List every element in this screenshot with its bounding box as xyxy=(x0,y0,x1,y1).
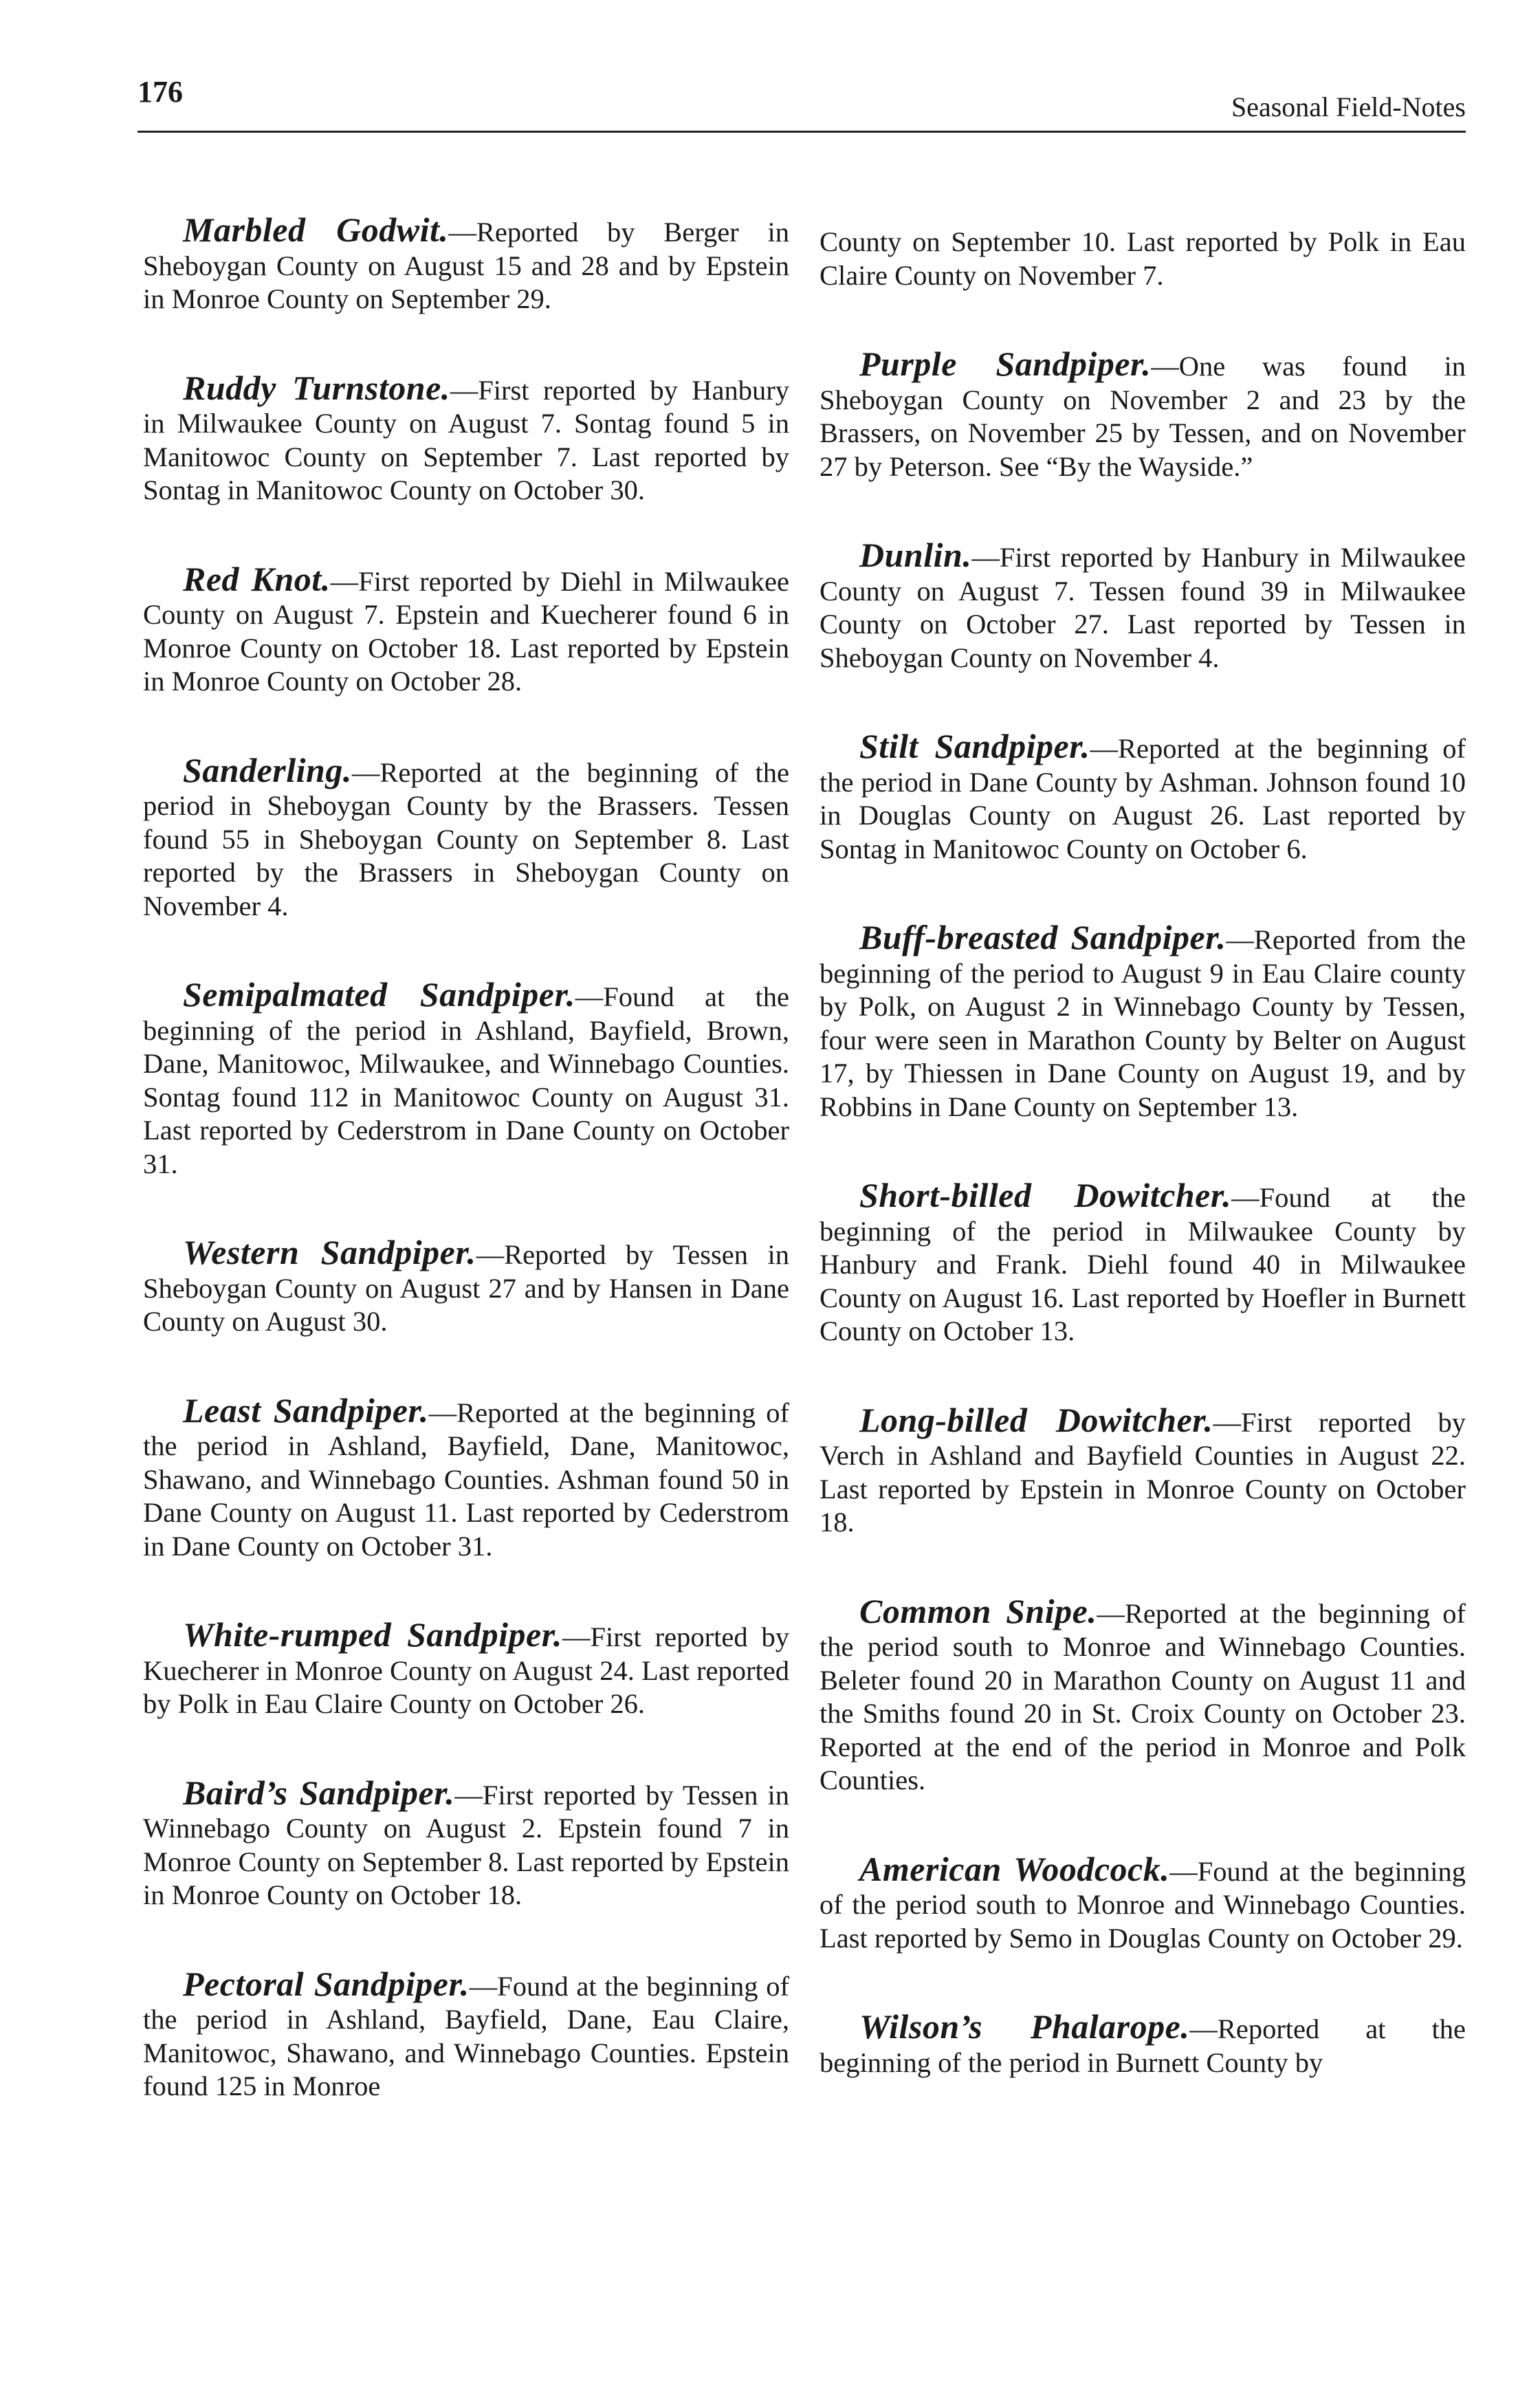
entry-purple-sandpiper xyxy=(820,347,1466,483)
species-name: Common Snipe. xyxy=(859,1591,1097,1630)
entry-text: —First reported by Hanbury in Milwaukee County on August 7. Tessen found 39 in Milwaukee County on October 27. Last reported by Tessen in Sheboygan County on November 4. xyxy=(820,542,1466,673)
entry-text: —Reported at the beginning of the period south to Monroe and Winnebago Counties. Beleter found 20 in Marathon County on August 11 and the Smiths found 20 in St. Croix County on October 23. Reported at the end of the period in Monroe and Polk Counties. xyxy=(820,1597,1466,1795)
entry-stilt-sandpiper xyxy=(820,727,1466,866)
species-name: Purple Sandpiper. xyxy=(859,345,1152,383)
entry-text: —First reported by Diehl in Milwaukee County on August 7. Epstein and Kuecherer found 6 in Monroe County on October 18. Last reported by Epstein in Monroe County on October 28. xyxy=(143,565,790,697)
entry-text: —Reported by Tessen in Sheboygan County on August 27 and by Hansen in Dane County on August 30. xyxy=(143,1239,790,1337)
entry-text: —Reported by Berger in Sheboygan County on August 15 and 28 and by Epstein in Monroe County on September 29. xyxy=(143,217,789,314)
entry-least-sandpiper xyxy=(143,1390,789,1564)
entry-sanderling xyxy=(143,750,789,924)
entry-text: —Reported at the beginning of the period in Ashland, Bayfield, Dane, Manitowoc, Shawano, and Winnebago Counties. Ashman found 50 in Dane County on August 11. Last reported by Cederstrom in Dane County on October 31. xyxy=(143,1397,789,1562)
entry-text: —Found at the beginning of the period in Milwaukee County by Hanbury and Frank. Diehl found 40 in Milwaukee County on August 16. Last reported by Hoefler in Burnett County on October 13. xyxy=(820,1182,1466,1346)
entry-short-billed-dowitcher xyxy=(820,1176,1466,1348)
left-column xyxy=(143,210,790,2104)
entry-pectoral-sandpiper-continued xyxy=(820,223,1466,292)
entry-semipalmated-sandpiper xyxy=(143,975,789,1181)
entry-western-sandpiper xyxy=(143,1233,790,1339)
entry-text: County on September 10. Last reported by Polk in Eau Claire County on November 7. xyxy=(820,226,1466,291)
species-name: White-rumped Sandpiper. xyxy=(183,1615,562,1654)
species-name: Long-billed Dowitcher. xyxy=(859,1400,1213,1439)
species-name: Western Sandpiper. xyxy=(183,1233,476,1271)
entry-text: —First reported by Hanbury in Milwaukee County on August 7. Sontag found 5 in Manitowoc County on September 7. Last reported by Sontag in Manitowoc County on October 30. xyxy=(143,374,789,505)
species-name: American Woodcock. xyxy=(859,1849,1170,1888)
entry-text: —First reported by Kuecherer in Monroe County on August 24. Last reported by Polk in Eau Claire County on October 26. xyxy=(143,1621,789,1719)
entry-text: —Reported at the beginning of the period in Dane County by Ashman. Johnson found 10 in Douglas County on August 26. Last reported by Sontag in Manitowoc County on October 6. xyxy=(820,733,1466,864)
entry-pectoral-sandpiper xyxy=(143,1964,789,2104)
entry-marbled-godwit xyxy=(143,210,789,316)
entry-wilsons-phalarope xyxy=(820,2007,1466,2079)
species-name: Semipalmated Sandpiper. xyxy=(183,975,575,1014)
species-name: Wilson’s Phalarope. xyxy=(859,2007,1190,2046)
species-name: Pectoral Sandpiper. xyxy=(183,1964,470,2003)
entry-red-knot xyxy=(143,559,790,699)
entry-bairds-sandpiper xyxy=(143,1773,789,1912)
species-name: Sanderling. xyxy=(183,750,352,789)
species-name: Marbled Godwit. xyxy=(183,210,449,249)
entry-long-billed-dowitcher xyxy=(820,1400,1466,1540)
page-number: 176 xyxy=(138,75,183,109)
species-name: Red Knot. xyxy=(183,559,331,598)
species-name: Ruddy Turnstone. xyxy=(183,368,450,407)
entry-buff-breasted-sandpiper xyxy=(820,918,1466,1124)
entry-text: —First reported by Verch in Ashland and Bayfield Counties in August 22. Last reported by Epstein in Monroe County on October 18. xyxy=(820,1406,1466,1538)
right-column xyxy=(820,213,1466,2079)
species-name: Buff-breasted Sandpiper. xyxy=(859,918,1226,957)
entry-dunlin xyxy=(820,538,1466,675)
entry-text: —Found at the beginning of the period south to Monroe and Winnebago Counties. Last reported by Semo in Douglas County on October 29. xyxy=(820,1855,1466,1954)
page-header xyxy=(138,62,1466,133)
entry-common-snipe xyxy=(820,1591,1466,1798)
entry-text: —One was found in Sheboygan County on November 2 and 23 by the Brassers, on November 25 by Tessen, and on November 27 by Peterson. See “By the Wayside.” xyxy=(820,351,1466,482)
species-name: Stilt Sandpiper. xyxy=(859,727,1090,765)
species-name: Baird’s Sandpiper. xyxy=(183,1773,455,1812)
entry-text: —Found at the beginning of the period in Ashland, Bayfield, Brown, Dane, Manitowoc, Milwaukee, and Winnebago Counties. Sontag found 112 in Manitowoc County on August 31. Last reported by Cederstrom in Dane County on October 31. xyxy=(143,981,789,1179)
entry-text: —First reported by Tessen in Winnebago County on August 2. Epstein found 7 in Monroe County on September 8. Last reported by Epstein in Monroe County on October 18. xyxy=(143,1779,789,1910)
entry-text: —Reported from the beginning of the period to August 9 in Eau Claire county by Polk, on August 2 in Winnebago County by Tessen, four were seen in Marathon County by Belter on August 17, by Thiessen in Dane County on August 19, and by Robbins in Dane County on September 13. xyxy=(820,924,1466,1122)
species-name: Least Sandpiper. xyxy=(183,1390,429,1430)
entry-american-woodcock xyxy=(820,1849,1466,1956)
species-name: Short-billed Dowitcher. xyxy=(859,1176,1232,1214)
running-head: Seasonal Field-Notes xyxy=(1231,91,1466,122)
entry-white-rumped-sandpiper xyxy=(143,1615,789,1721)
species-name: Dunlin. xyxy=(859,536,972,574)
entry-text: —Reported at the beginning of the period in Burnett County by xyxy=(820,2013,1466,2078)
entry-text: —Reported at the beginning of the period in Sheboygan County by the Brassers. Tessen found 55 in Sheboygan County on September 8. Last reported by the Brassers in Sheboygan County on November 4. xyxy=(143,756,789,921)
entry-text: —Found at the beginning of the period in Ashland, Bayfield, Dane, Eau Claire, Manitowoc, Shawano, and Winnebago Counties. Epstein found 125 in Monroe xyxy=(143,1970,789,2101)
entry-ruddy-turnstone xyxy=(143,368,789,507)
